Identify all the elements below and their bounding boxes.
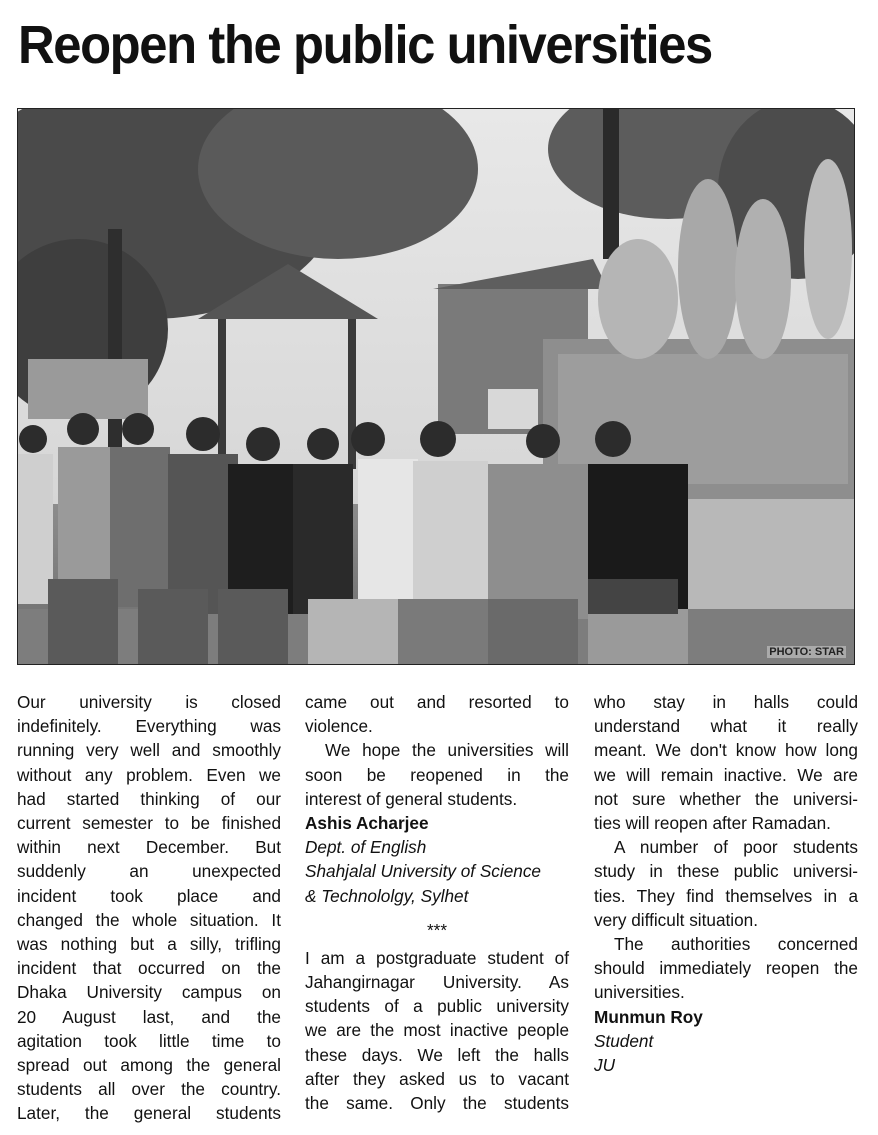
news-photo — [17, 108, 855, 665]
body-line: spread out among the general — [17, 1055, 281, 1076]
body-line: agitation took little time to — [17, 1030, 281, 1051]
body-line: suddenly an unexpected — [17, 861, 281, 882]
author-affiliation: Dept. of English — [305, 837, 427, 858]
column-3 — [594, 690, 858, 1077]
body-line: who stay in halls could — [594, 692, 858, 712]
body-line: very difficult situation. — [594, 909, 758, 930]
author-affiliation: Student — [594, 1030, 654, 1051]
body-line: violence. — [305, 716, 373, 737]
body-line: I am a postgraduate student of — [305, 947, 569, 968]
body-line: ties will reopen after Ramadan. — [594, 813, 831, 834]
author-name: Munmun Roy — [594, 1006, 703, 1027]
body-line: understand what it really — [594, 716, 858, 737]
body-line: incident that occurred on the — [17, 958, 281, 979]
body-line: changed the whole situation. It — [17, 909, 281, 930]
body-line: running very well and smoothly — [17, 740, 281, 761]
students-at-monument-photo — [18, 109, 854, 664]
author-affiliation: & Technololgy, Sylhet — [305, 885, 469, 906]
body-line: should immediately reopen the — [594, 958, 858, 979]
body-line: We hope the universities will — [325, 740, 569, 761]
body-line: Jahangirnagar University. As — [305, 972, 569, 993]
body-line: meant. We don't know how long — [594, 740, 858, 761]
body-line: we will remain inactive. We are — [594, 764, 858, 785]
body-line: incident took place and — [17, 885, 281, 906]
body-line: these days. We left the halls — [305, 1044, 569, 1065]
section-separator: *** — [426, 919, 448, 940]
body-line: not sure whether the universi- — [594, 788, 858, 809]
body-line: had started thinking of our — [17, 788, 281, 809]
photo-credit: PHOTO: STAR — [769, 646, 844, 658]
body-line: came out and resorted to — [305, 692, 569, 712]
column-1 — [17, 690, 281, 1126]
body-line: we are the most inactive people — [305, 1020, 569, 1041]
body-line: interest of general students. — [305, 788, 518, 809]
author-name: Ashis Acharjee — [305, 813, 429, 834]
body-line: A number of poor students — [614, 837, 858, 858]
body-line: students all over the country. — [17, 1079, 281, 1100]
body-line: current semester to be finished — [17, 813, 281, 834]
author-affiliation: JU — [594, 1055, 616, 1076]
body-line: was nothing but a silly, trifling — [17, 934, 281, 955]
body-line: within next December. But — [17, 837, 281, 858]
body-line: universities. — [594, 982, 685, 1003]
author-affiliation: Shahjalal University of Science — [305, 861, 541, 882]
body-line: The authorities concerned — [614, 934, 858, 955]
body-line: without any problem. Even we — [17, 764, 281, 785]
body-line: 20 August last, and the — [17, 1006, 281, 1027]
body-line: soon be reopened in the — [305, 764, 569, 785]
body-line: students of a public university — [305, 996, 569, 1017]
body-line: indefinitely. Everything was — [17, 716, 281, 737]
body-line: Later, the general students — [17, 1103, 281, 1124]
column-2 — [305, 690, 569, 1115]
headline: Reopen the public universities — [18, 15, 712, 75]
body-line: Our university is closed — [17, 692, 281, 712]
body-line: after they asked us to vacant — [305, 1068, 569, 1089]
body-line: ties. They find themselves in a — [594, 885, 858, 906]
body-line: study in these public universi- — [594, 861, 858, 882]
body-line: Dhaka University campus on — [17, 982, 281, 1003]
body-line: the same. Only the students — [305, 1093, 569, 1114]
